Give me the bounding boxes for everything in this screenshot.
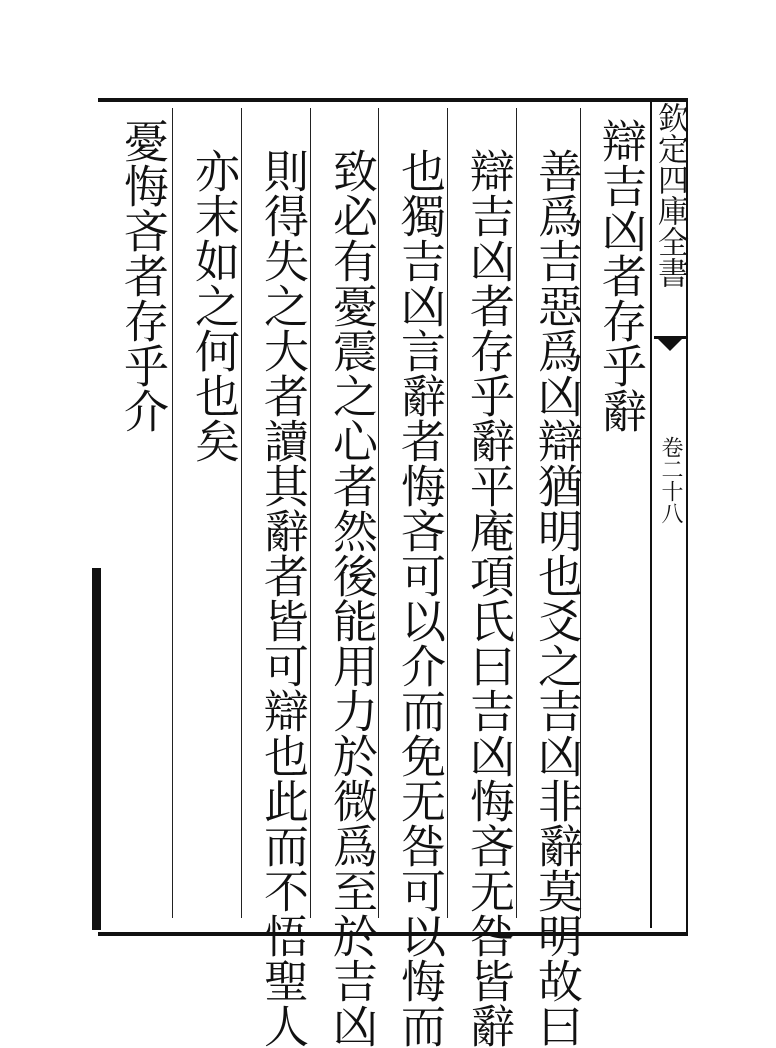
text-column: 則得失之大者讀其辭者皆可辯也此而不悟聖人 bbox=[256, 148, 309, 1048]
column-rule bbox=[516, 108, 517, 918]
column-rule bbox=[310, 108, 311, 918]
text-column: 辯吉凶者存乎辭平庵項氏曰吉凶悔吝无咎皆辭 bbox=[462, 148, 515, 1048]
text-column: 善爲吉惡爲凶辯猶明也爻之吉凶非辭莫明故曰 bbox=[530, 148, 583, 1048]
text-column: 致必有憂震之心者然後能用力於微爲至於吉凶 bbox=[325, 148, 378, 1048]
text-column: 亦末如之何也矣 bbox=[187, 148, 240, 463]
column-rule bbox=[447, 108, 448, 918]
fishtail-mark-icon bbox=[654, 336, 686, 357]
text-column: 也獨吉凶言辭者悔吝可以介而免无咎可以悔而 bbox=[393, 148, 446, 1048]
page-margin-column bbox=[650, 98, 688, 928]
juan-number: 卷二十八 bbox=[658, 436, 683, 524]
book-title: 欽定四庫全書 bbox=[652, 102, 688, 288]
text-column: 憂悔吝者存乎介 bbox=[116, 118, 169, 433]
binding-bar bbox=[92, 568, 101, 930]
text-column: 辯吉凶者存乎辭 bbox=[594, 118, 647, 433]
column-rule bbox=[172, 108, 173, 918]
column-rule bbox=[241, 108, 242, 918]
